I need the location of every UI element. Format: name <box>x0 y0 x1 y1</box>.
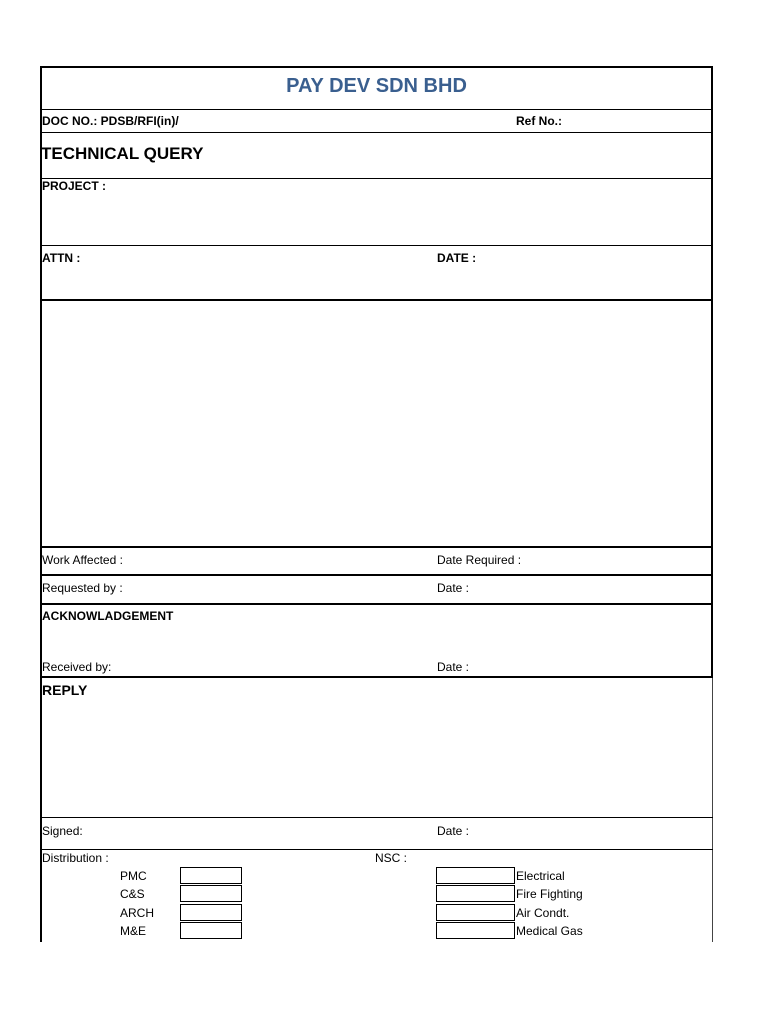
acknowledgement-label: ACKNOWLADGEMENT <box>42 609 174 623</box>
divider <box>40 603 713 605</box>
divider <box>40 245 713 246</box>
divider <box>40 546 713 548</box>
divider <box>40 299 713 301</box>
divider <box>40 817 713 818</box>
date-required-label: Date Required : <box>437 553 522 567</box>
electrical-checkbox[interactable] <box>436 867 515 884</box>
distribution-item-arch: ARCH <box>120 906 155 920</box>
fire-fighting-checkbox[interactable] <box>436 885 515 902</box>
medical-gas-checkbox[interactable] <box>436 922 515 939</box>
attn-label: ATTN : <box>42 251 81 265</box>
divider <box>40 574 713 576</box>
nsc-label: NSC : <box>375 851 408 865</box>
requested-by-label: Requested by : <box>42 581 123 595</box>
signed-label: Signed: <box>42 824 83 838</box>
form-border-right <box>711 66 713 678</box>
company-name: PAY DEV SDN BHD <box>286 75 467 97</box>
signed-date-label: Date : <box>437 824 470 838</box>
distribution-label: Distribution : <box>42 851 109 865</box>
divider <box>40 109 713 110</box>
received-by-label: Received by: <box>42 660 112 674</box>
received-date-label: Date : <box>437 660 470 674</box>
me-checkbox[interactable] <box>180 922 242 939</box>
divider <box>40 132 713 133</box>
form-border-top <box>40 66 713 68</box>
work-affected-label: Work Affected : <box>42 553 123 567</box>
distribution-item-pmc: PMC <box>120 869 147 883</box>
nsc-item-fire-fighting: Fire Fighting <box>516 887 583 901</box>
cs-checkbox[interactable] <box>180 885 242 902</box>
form-border-right-lower <box>712 678 713 942</box>
form-border-left <box>40 66 42 942</box>
distribution-item-me: M&E <box>120 924 147 938</box>
divider <box>40 676 713 678</box>
form-title: TECHNICAL QUERY <box>41 144 204 163</box>
requested-date-label: Date : <box>437 581 470 595</box>
air-condt-checkbox[interactable] <box>436 904 515 921</box>
reply-label: REPLY <box>42 682 88 698</box>
nsc-item-air-condt: Air Condt. <box>516 906 570 920</box>
arch-checkbox[interactable] <box>180 904 242 921</box>
technical-query-form <box>40 66 712 942</box>
distribution-item-cs: C&S <box>120 887 145 901</box>
doc-no-label: DOC NO.: PDSB/RFI(in)/ <box>42 114 179 128</box>
date-label: DATE : <box>437 251 477 265</box>
ref-no-label: Ref No.: <box>516 114 562 128</box>
divider <box>40 178 713 179</box>
project-label: PROJECT : <box>42 179 107 193</box>
pmc-checkbox[interactable] <box>180 867 242 884</box>
nsc-item-electrical: Electrical <box>516 869 565 883</box>
nsc-item-medical-gas: Medical Gas <box>516 924 583 938</box>
divider <box>40 849 713 850</box>
